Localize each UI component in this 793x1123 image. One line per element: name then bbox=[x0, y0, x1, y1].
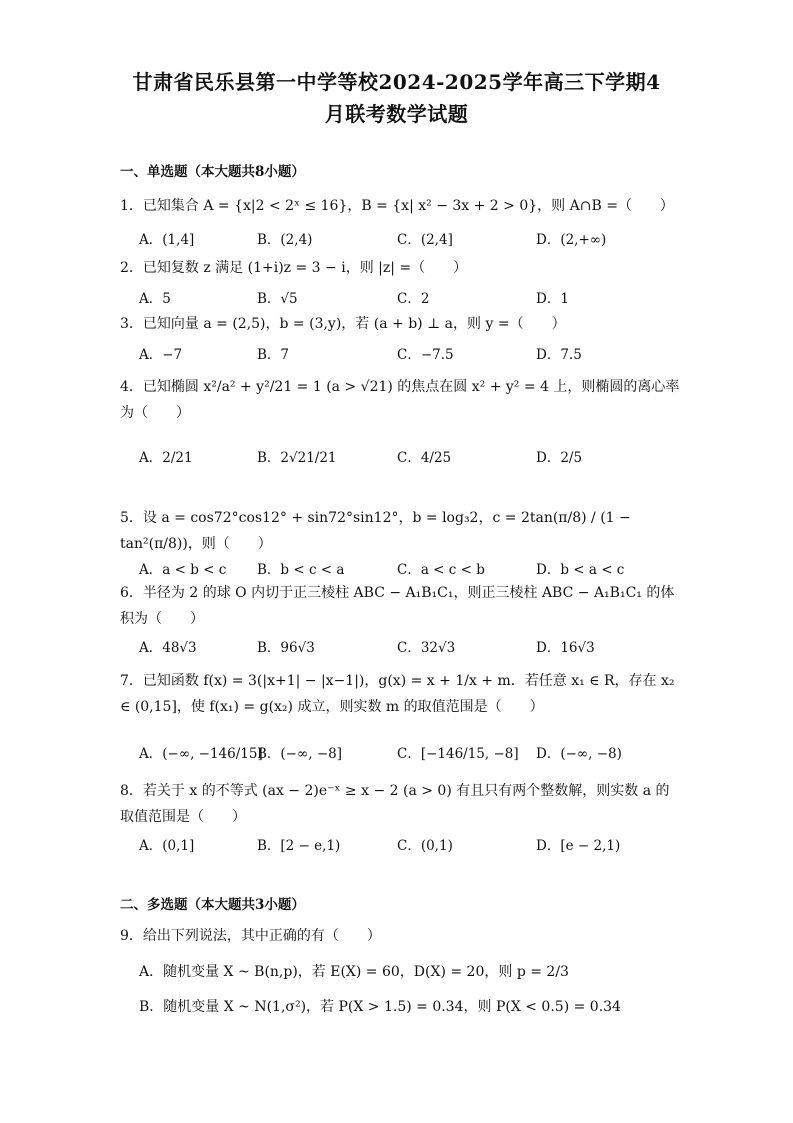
q7-option-a: A．(−∞, −146/15] bbox=[139, 746, 263, 762]
q1-option-c: C．(2,4] bbox=[397, 232, 453, 248]
q1-option-d: D．(2,+∞) bbox=[536, 232, 607, 248]
q5-option-a: A．a < b < c bbox=[139, 562, 227, 578]
q6-option-b: B．96√3 bbox=[257, 640, 315, 656]
q3-option-c: C．−7.5 bbox=[397, 347, 454, 363]
q7-option-c: C．[−146/15, −8] bbox=[397, 746, 519, 762]
q2-option-c: C．2 bbox=[397, 291, 430, 307]
q5-option-c: C．a < c < b bbox=[397, 562, 485, 578]
question-1-stem: 1．已知集合 A = {x|2 < 2ˣ ≤ 16}，B = {x| x² − 3x + 2 > 0}，则 A∩B =（ ） bbox=[120, 198, 674, 214]
q2-option-d: D．1 bbox=[536, 291, 569, 307]
q8-option-c: C．(0,1) bbox=[397, 838, 453, 854]
question-2-stem: 2．已知复数 z 满足 (1+i)z = 3 − i，则 |z| =（ ） bbox=[120, 260, 468, 276]
q8-option-a: A．(0,1] bbox=[139, 838, 195, 854]
q6-option-c: C．32√3 bbox=[397, 640, 456, 656]
question-6-stem: 6．半径为 2 的球 O 内切于正三棱柱 ABC − A₁B₁C₁，则正三棱柱 ABC − A₁B₁C₁ 的体积为（ ） bbox=[120, 585, 675, 627]
exam-title-line1: 甘肃省民乐县第一中学等校2024-2025学年高三下学期4 bbox=[132, 70, 661, 94]
q6-option-a: A．48√3 bbox=[139, 640, 197, 656]
section-single-choice: 一、单选题（本大题共8小题） bbox=[120, 164, 305, 180]
q4-option-a: A．2/21 bbox=[139, 450, 193, 466]
q1-option-b: B．(2,4) bbox=[257, 232, 313, 248]
q8-option-b: B．[2 − e,1) bbox=[257, 838, 341, 854]
question-8-stem: 8．若关于 x 的不等式 (ax − 2)e⁻ˣ ≥ x − 2 (a > 0) 有且只有两个整数解，则实数 a 的取值范围是（ ） bbox=[120, 783, 670, 825]
q9-option-a: A．随机变量 X ~ B(n,p)，若 E(X) = 60，D(X) = 20，则 p = 2/3 bbox=[139, 964, 569, 980]
q4-option-b: B．2√21/21 bbox=[257, 450, 337, 466]
q7-option-b: B．(−∞, −8] bbox=[257, 746, 342, 762]
q3-option-a: A．−7 bbox=[139, 347, 183, 363]
q5-option-d: D．b < a < c bbox=[536, 562, 625, 578]
question-4-stem: 4．已知椭圆 x²/a² + y²/21 = 1 (a > √21) 的焦点在圆 x² + y² = 4 上，则椭圆的离心率为（ ） bbox=[120, 379, 680, 421]
question-5-stem: 5．设 a = cos72°cos12° + sin72°sin12°，b = log₃2，c = 2tan(π/8) / (1 − tan²(π/8))，则（ ） bbox=[120, 510, 631, 552]
q7-option-d: D．(−∞, −8) bbox=[536, 746, 622, 762]
exam-title-line2: 月联考数学试题 bbox=[324, 102, 469, 126]
q3-option-d: D．7.5 bbox=[536, 347, 582, 363]
q1-option-a: A．(1,4] bbox=[139, 232, 195, 248]
question-3-stem: 3．已知向量 a = (2,5)，b = (3,y)，若 (a + b) ⊥ a，则 y =（ ） bbox=[120, 316, 566, 332]
q6-option-d: D．16√3 bbox=[536, 640, 595, 656]
question-7-stem: 7．已知函数 f(x) = 3(|x+1| − |x−1|)，g(x) = x + 1/x + m．若任意 x₁ ∈ R，存在 x₂ ∈ (0,15]，使 f(x₁) = g(x₂) 成立，则实数 m 的取值范围是（ ） bbox=[120, 673, 675, 715]
q2-option-b: B．√5 bbox=[257, 291, 298, 307]
q4-option-d: D．2/5 bbox=[536, 450, 583, 466]
q2-option-a: A．5 bbox=[139, 291, 171, 307]
q3-option-b: B．7 bbox=[257, 347, 290, 363]
q5-option-b: B．b < c < a bbox=[257, 562, 345, 578]
section-multiple-choice: 二、多选题（本大题共3小题） bbox=[120, 897, 305, 913]
question-9-stem: 9．给出下列说法，其中正确的有（ ） bbox=[120, 928, 381, 944]
q8-option-d: D．[e − 2,1) bbox=[536, 838, 621, 854]
q4-option-c: C．4/25 bbox=[397, 450, 452, 466]
q9-option-b: B．随机变量 X ~ N(1,σ²)，若 P(X > 1.5) = 0.34，则 P(X < 0.5) = 0.34 bbox=[139, 999, 621, 1015]
